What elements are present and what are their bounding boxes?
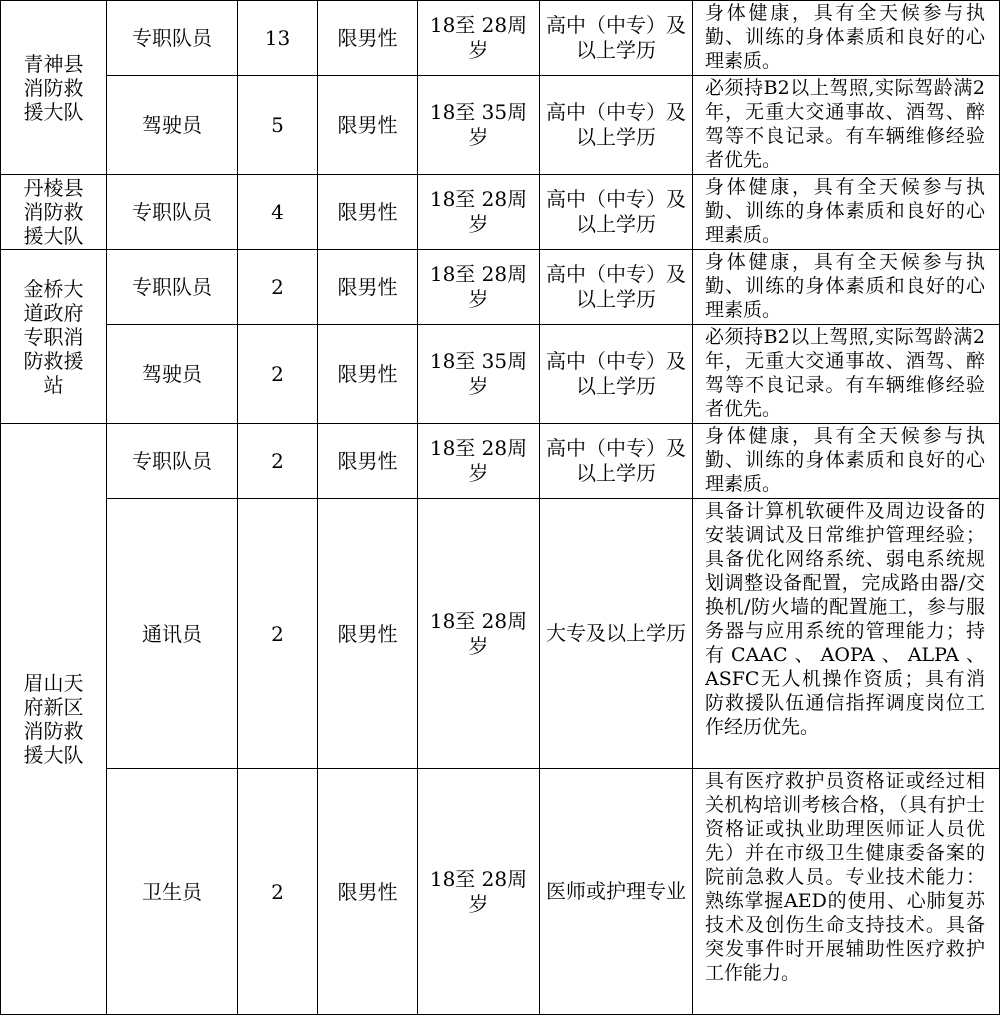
education-cell: 高中（中专）及以上学历 — [540, 1, 693, 76]
age-cell: 18至 28周岁 — [418, 424, 540, 499]
requirement-cell: 身体健康，具有全天候参与执勤、训练的身体素质和良好的心理素质。 — [693, 250, 1000, 325]
position-cell: 专职队员 — [107, 424, 238, 499]
age-cell: 18至 35周岁 — [418, 325, 540, 424]
position-cell: 专职队员 — [107, 250, 238, 325]
education-cell: 大专及以上学历 — [540, 499, 693, 769]
education-cell: 高中（中专）及以上学历 — [540, 76, 693, 175]
gender-cell: 限男性 — [318, 1, 418, 76]
education-cell: 医师或护理专业 — [540, 769, 693, 1015]
count-cell: 4 — [238, 175, 318, 250]
gender-cell: 限男性 — [318, 325, 418, 424]
age-cell: 18至 28周岁 — [418, 175, 540, 250]
age-cell: 18至 28周岁 — [418, 1, 540, 76]
age-cell: 18至 28周岁 — [418, 250, 540, 325]
education-cell: 高中（中专）及以上学历 — [540, 325, 693, 424]
education-cell: 高中（中专）及以上学历 — [540, 424, 693, 499]
position-cell: 专职队员 — [107, 175, 238, 250]
gender-cell: 限男性 — [318, 769, 418, 1015]
requirement-cell: 必须持B2以上驾照,实际驾龄满2年，无重大交通事故、酒驾、醉驾等不良记录。有车辆维修经验者优先。 — [693, 76, 1000, 175]
age-cell: 18至 28周岁 — [418, 499, 540, 769]
table-row — [1, 424, 1000, 499]
unit-name-cell: 青神县消防救援大队 — [1, 1, 107, 175]
table-row — [1, 175, 1000, 250]
education-cell: 高中（中专）及以上学历 — [540, 250, 693, 325]
gender-cell: 限男性 — [318, 250, 418, 325]
unit-name-cell: 丹棱县消防救援大队 — [1, 175, 107, 250]
education-cell: 高中（中专）及以上学历 — [540, 175, 693, 250]
requirement-cell: 身体健康，具有全天候参与执勤、训练的身体素质和良好的心理素质。 — [693, 424, 1000, 499]
age-cell: 18至 35周岁 — [418, 76, 540, 175]
age-cell: 18至 28周岁 — [418, 769, 540, 1015]
table-row — [1, 76, 1000, 175]
table-row — [1, 250, 1000, 325]
unit-name-cell: 金桥大道政府专职消防救援站 — [1, 250, 107, 424]
count-cell: 2 — [238, 499, 318, 769]
count-cell: 2 — [238, 769, 318, 1015]
count-cell: 5 — [238, 76, 318, 175]
requirement-cell: 必须持B2以上驾照,实际驾龄满2年，无重大交通事故、酒驾、醉驾等不良记录。有车辆维修经验者优先。 — [693, 325, 1000, 424]
count-cell: 2 — [238, 325, 318, 424]
count-cell: 2 — [238, 250, 318, 325]
position-cell: 专职队员 — [107, 1, 238, 76]
requirement-cell: 具有医疗救护员资格证或经过相关机构培训考核合格，（具有护士资格证或执业助理医师证人员优先）并在市级卫生健康委备案的院前急救人员。专业技术能力：熟练掌握AED的使用、心肺复苏技术及创伤生命支持技术。具备突发事件时开展辅助性医疗救护工作能力。 — [693, 769, 1000, 1015]
count-cell: 2 — [238, 424, 318, 499]
gender-cell: 限男性 — [318, 175, 418, 250]
gender-cell: 限男性 — [318, 424, 418, 499]
count-cell: 13 — [238, 1, 318, 76]
requirement-cell: 身体健康，具有全天候参与执勤、训练的身体素质和良好的心理素质。 — [693, 175, 1000, 250]
position-cell: 卫生员 — [107, 769, 238, 1015]
position-cell: 通讯员 — [107, 499, 238, 769]
gender-cell: 限男性 — [318, 76, 418, 175]
table-row — [1, 499, 1000, 769]
table-row — [1, 325, 1000, 424]
requirement-cell: 身体健康，具有全天候参与执勤、训练的身体素质和良好的心理素质。 — [693, 1, 1000, 76]
gender-cell: 限男性 — [318, 499, 418, 769]
table-row — [1, 1, 1000, 76]
requirement-cell: 具备计算机软硬件及周边设备的安装调试及日常维护管理经验；具备优化网络系统、弱电系统规划调整设备配置，完成路由器/交换机/防火墙的配置施工，参与服务器与应用系统的管理能力；持有CAAC、AOPA、ALPA、ASFC无人机操作资质；具有消防救援队伍通信指挥调度岗位工作经历优先。 — [693, 499, 1000, 769]
table-row — [1, 769, 1000, 1015]
position-cell: 驾驶员 — [107, 76, 238, 175]
unit-name-cell: 眉山天府新区消防救援大队 — [1, 424, 107, 1015]
position-cell: 驾驶员 — [107, 325, 238, 424]
